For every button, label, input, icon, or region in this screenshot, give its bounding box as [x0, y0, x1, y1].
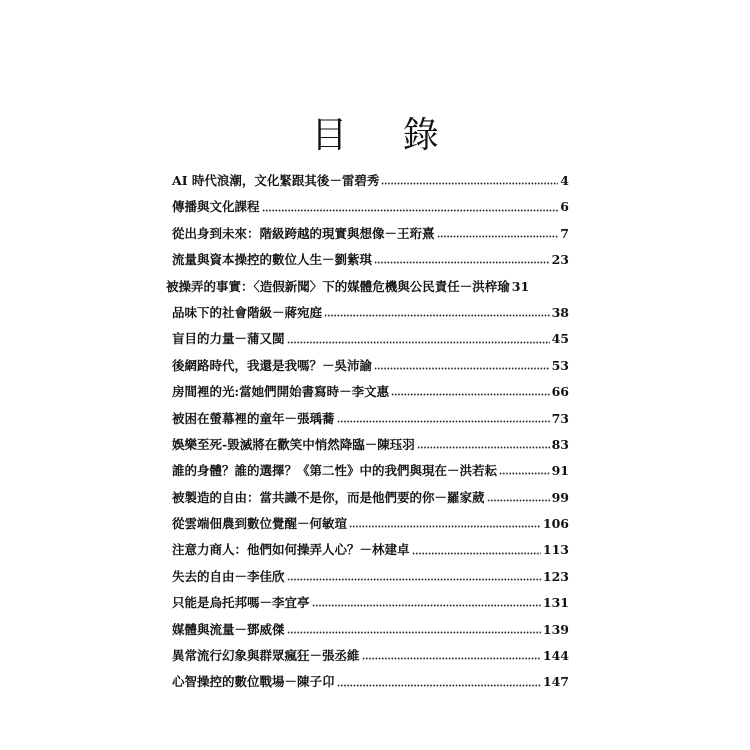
toc-entry-page: 131	[542, 595, 569, 611]
toc-entry-page: 4	[560, 173, 569, 188]
toc-entry-title: 後網路時代，我還是我嗎？－吳沛諭	[172, 357, 373, 373]
toc-entry	[168, 537, 578, 563]
toc-entry-page: 123	[542, 568, 569, 584]
toc-entry	[168, 643, 578, 669]
toc-entry-page: 23	[551, 252, 569, 268]
dot-leader	[287, 625, 541, 635]
toc-entry-title: 被困在螢幕裡的童年－張瑀蕎	[172, 410, 335, 426]
toc-entry-title: 品味下的社會階級－蔣宛庭	[172, 304, 323, 320]
toc-entry-title: 盲目的力量－蒲又閩	[172, 331, 285, 347]
toc-entry	[168, 353, 578, 379]
toc-entry	[168, 485, 578, 511]
toc-entry-title: 只能是烏托邦嗎－李宜亭	[172, 595, 310, 611]
toc-entry-title: 流量與資本操控的數位人生－劉紫琪	[172, 252, 373, 268]
toc-entry-title: 房間裡的光:當她們開始書寫時－李文惠	[172, 384, 390, 400]
toc-entry-title: 媒體與流量－鄧威傑	[172, 621, 285, 637]
toc-entry	[168, 406, 578, 432]
toc-entry	[168, 617, 578, 643]
toc-entry-title: AI 時代浪潮，文化緊跟其後－雷碧秀	[172, 173, 380, 188]
toc-entry-page: 106	[542, 516, 569, 532]
toc-entry-title: 失去的自由－李佳欣	[172, 568, 285, 584]
toc-entry-title: 異常流行幻象與群眾瘋狂－張丞維	[172, 648, 360, 664]
toc-entry-page: 91	[551, 463, 569, 479]
toc-entry-page: 147	[542, 674, 569, 690]
toc-entry-page: 6	[560, 199, 569, 215]
dot-leader	[499, 466, 550, 476]
toc-entry	[168, 564, 578, 590]
toc-entry	[168, 221, 578, 247]
toc-entry	[168, 432, 578, 458]
toc-entry-title: 從雲端佃農到數位覺醒－何敏瑄	[172, 516, 348, 532]
toc-entry-title: 被操弄的事實：〈造假新聞〉下的媒體危機與公民責任－洪梓瑜	[166, 278, 510, 294]
toc-entry-page: 113	[542, 542, 569, 558]
toc-entry-title: 心智操控的數位戰場－陳子卬	[172, 674, 335, 690]
toc-entry	[168, 168, 578, 194]
dot-leader	[337, 414, 550, 424]
toc-entry	[168, 669, 578, 695]
dot-leader	[287, 335, 550, 345]
toc-entry-title: 被製造的自由：當共識不是你，而是他們要的你－羅家葳	[172, 489, 485, 505]
toc-entry	[168, 300, 578, 326]
dot-leader	[262, 203, 559, 213]
toc-entry-page: 99	[551, 489, 569, 505]
toc-entry	[168, 194, 578, 220]
dot-leader	[417, 440, 550, 450]
toc-entry-page: 45	[551, 331, 569, 347]
dot-leader	[287, 572, 541, 582]
dot-leader	[391, 387, 549, 397]
dot-leader	[487, 493, 550, 503]
toc-entry	[168, 274, 578, 300]
toc-entry-page: 139	[542, 621, 569, 637]
toc-entry-page: 38	[551, 304, 569, 320]
toc-entry-title: 傳播與文化課程	[172, 199, 260, 215]
toc-entry-page: 53	[551, 357, 569, 373]
toc-entry-page: 73	[551, 410, 569, 426]
dot-leader	[337, 678, 541, 688]
dot-leader	[349, 519, 541, 529]
toc-entry	[168, 326, 578, 352]
toc-entry	[168, 247, 578, 273]
dot-leader	[374, 361, 550, 371]
toc-entry-title: 注意力商人：他們如何操弄人心？－林建卓	[172, 542, 410, 558]
toc-entry-title: 從出身到未來：階級跨越的現實與想像－王珩熹	[172, 225, 435, 241]
toc-entry	[168, 379, 578, 405]
table-of-contents	[168, 168, 578, 696]
toc-entry-title: 誰的身體？誰的選擇？《第二性》中的我們與現在－洪若耘	[172, 463, 498, 479]
toc-entry-page: 144	[542, 648, 569, 664]
page-title: 目 錄	[311, 115, 461, 156]
dot-leader	[412, 546, 541, 556]
dot-leader	[381, 176, 558, 186]
toc-entry-page: 31	[511, 278, 530, 294]
toc-entry	[168, 590, 578, 616]
toc-entry	[168, 511, 578, 537]
toc-entry-page: 83	[551, 436, 569, 452]
toc-entry-page: 66	[551, 384, 569, 400]
toc-entry-page: 7	[560, 225, 569, 241]
toc-entry-title: 娛樂至死-毀滅將在歡笑中悄然降臨－陳珏羽	[172, 436, 415, 452]
dot-leader	[437, 229, 559, 239]
toc-entry	[168, 458, 578, 484]
dot-leader	[374, 255, 550, 265]
dot-leader	[324, 308, 550, 318]
dot-leader	[312, 598, 541, 608]
dot-leader	[362, 651, 541, 661]
